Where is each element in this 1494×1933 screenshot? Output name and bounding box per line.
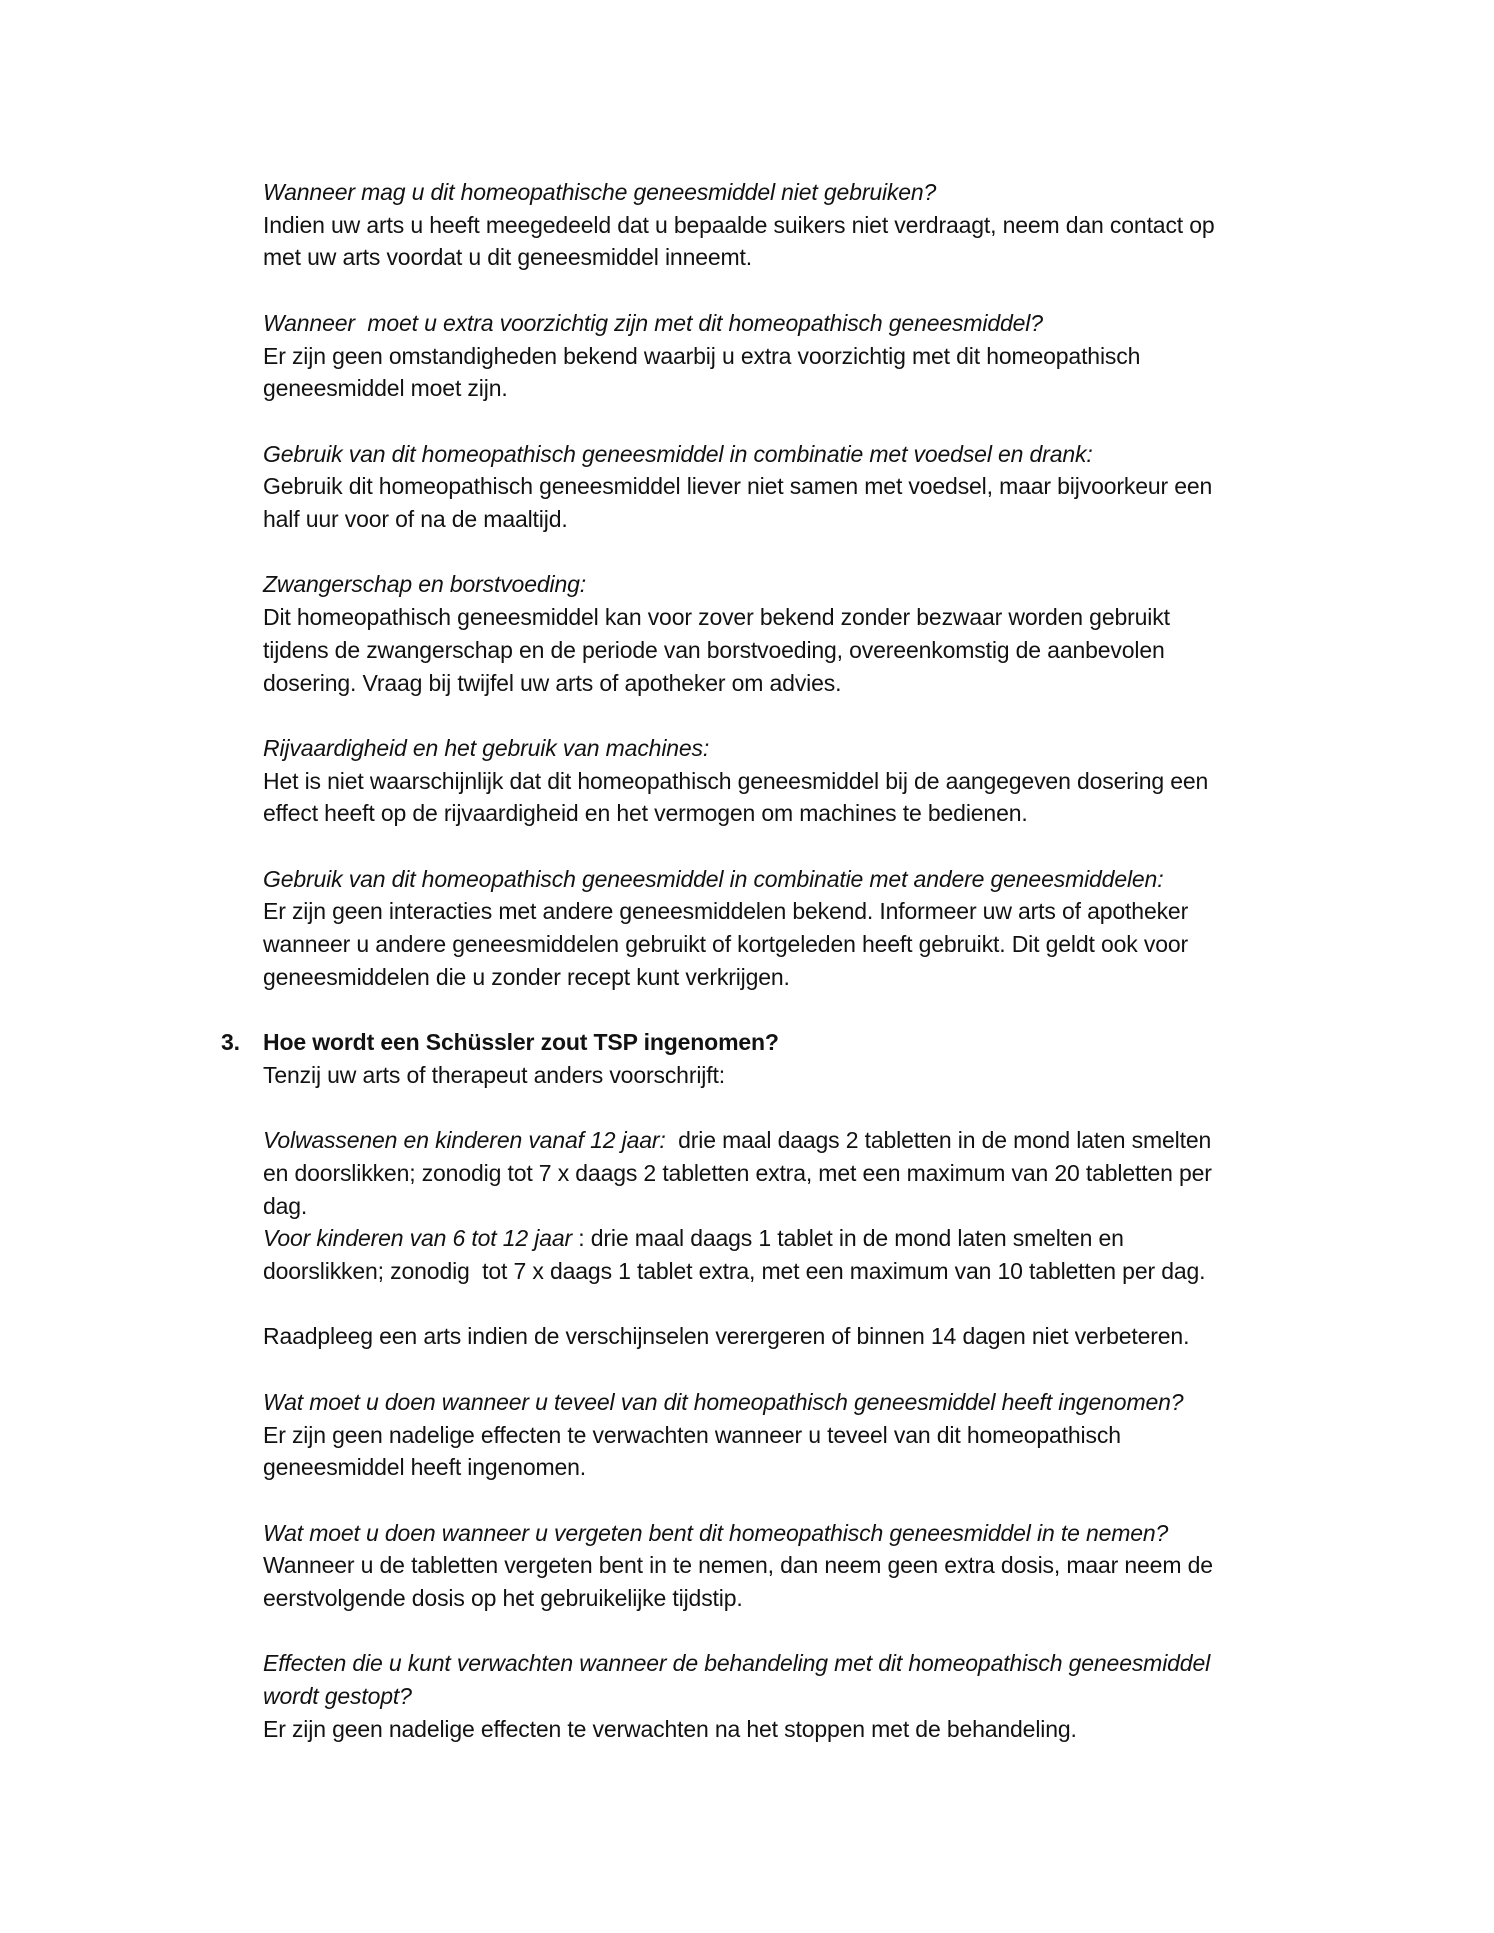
text-line	[263, 765, 1363, 798]
text-segment-italic: Wanneer moet u extra voorzichtig zijn met dit homeopathisch geneesmiddel?	[263, 309, 1043, 336]
text-line	[263, 797, 1363, 830]
text-line	[263, 307, 1363, 340]
paragraph-block	[263, 863, 1363, 994]
text-segment-normal: Tenzij uw arts of therapeut anders voorschrijft:	[263, 1061, 725, 1088]
text-segment-normal: en doorslikken; zonodig tot 7 x daags 2 tabletten extra, met een maximum van 20 tabletten per	[263, 1159, 1212, 1186]
numbered-section	[221, 1026, 1363, 1091]
text-segment-normal: Indien uw arts u heeft meegedeeld dat u bepaalde suikers niet verdraagt, neem dan contact op	[263, 211, 1215, 238]
text-line	[263, 209, 1363, 242]
text-line	[263, 1320, 1363, 1353]
text-line	[263, 1451, 1363, 1484]
text-line	[263, 1026, 1363, 1059]
text-segment-bold: Hoe wordt een Schüssler zout TSP ingenomen?	[263, 1029, 779, 1056]
paragraph-block	[263, 438, 1363, 536]
text-segment-italic: Effecten die u kunt verwachten wanneer de behandeling met dit homeopathisch geneesmiddel	[263, 1650, 1211, 1677]
text-line	[263, 1124, 1363, 1157]
text-line	[263, 470, 1363, 503]
paragraph-block	[263, 307, 1363, 405]
text-segment-normal: : drie maal daags 1 tablet in de mond laten smelten en	[572, 1225, 1124, 1252]
text-line	[263, 1517, 1363, 1550]
text-line	[263, 961, 1363, 994]
text-line	[263, 1549, 1363, 1582]
text-segment-normal: geneesmiddel heeft ingenomen.	[263, 1454, 586, 1481]
text-segment-normal: tijdens de zwangerschap en de periode van borstvoeding, overeenkomstig de aanbevolen	[263, 636, 1165, 663]
text-segment-italic: Wanneer mag u dit homeopathische geneesmiddel niet gebruiken?	[263, 179, 937, 205]
text-line	[263, 1255, 1363, 1288]
paragraph-block	[263, 1320, 1363, 1353]
paragraph-block	[263, 1124, 1363, 1288]
text-line	[263, 1647, 1363, 1680]
text-segment-normal: dosering. Vraag bij twijfel uw arts of apotheker om advies.	[263, 669, 842, 696]
paragraph-block	[263, 568, 1363, 699]
text-line	[263, 568, 1363, 601]
document-content	[221, 176, 1363, 1746]
text-line	[263, 1582, 1363, 1615]
text-segment-italic: Voor kinderen van 6 tot 12 jaar	[263, 1225, 573, 1252]
text-segment-normal: eerstvolgende dosis op het gebruikelijke tijdstip.	[263, 1585, 743, 1612]
text-segment-italic: Volwassenen en kinderen vanaf 12 jaar:	[263, 1127, 666, 1154]
text-segment-normal: met uw arts voordat u dit geneesmiddel inneemt.	[263, 244, 752, 271]
paragraph-block	[263, 1517, 1363, 1615]
text-line	[263, 1713, 1363, 1746]
paragraph-block	[263, 1386, 1363, 1484]
text-line	[263, 1222, 1363, 1255]
text-segment-normal: Raadpleeg een arts indien de verschijnselen verergeren of binnen 14 dagen niet verbeteren.	[263, 1323, 1190, 1350]
text-segment-normal: geneesmiddel moet zijn.	[263, 375, 508, 402]
text-segment-normal: half uur voor of na de maaltijd.	[263, 506, 568, 532]
text-line	[263, 732, 1363, 765]
text-line	[263, 634, 1363, 667]
text-segment-normal: geneesmiddelen die u zonder recept kunt verkrijgen.	[263, 963, 790, 990]
text-line	[263, 1419, 1363, 1452]
text-line	[263, 1190, 1363, 1223]
text-segment-italic: wordt gestopt?	[263, 1683, 412, 1710]
text-segment-normal: wanneer u andere geneesmiddelen gebruikt of kortgeleden heeft gebruikt. Dit geldt ook voor	[263, 931, 1188, 958]
text-segment-italic: Wat moet u doen wanneer u vergeten bent dit homeopathisch geneesmiddel in te nemen?	[263, 1519, 1169, 1546]
text-line	[263, 1386, 1363, 1419]
text-segment-italic: Wat moet u doen wanneer u teveel van dit homeopathisch geneesmiddel heeft ingenomen?	[263, 1388, 1184, 1415]
text-segment-normal: Gebruik dit homeopathisch geneesmiddel liever niet samen met voedsel, maar bijvoorkeur een	[263, 473, 1213, 500]
text-line	[263, 438, 1363, 471]
text-line	[263, 340, 1363, 373]
text-line	[263, 1059, 1363, 1092]
paragraph-block	[263, 732, 1363, 830]
paragraph-block	[263, 1647, 1363, 1745]
text-segment-normal: Er zijn geen omstandigheden bekend waarbij u extra voorzichtig met dit homeopathisch	[263, 342, 1141, 369]
text-segment-normal: Wanneer u de tabletten vergeten bent in te nemen, dan neem geen extra dosis, maar neem de	[263, 1552, 1213, 1579]
text-segment-normal: dag.	[263, 1192, 308, 1219]
text-line	[263, 1680, 1363, 1713]
text-segment-italic: Gebruik van dit homeopathisch geneesmiddel in combinatie met voedsel en drank:	[263, 440, 1093, 467]
text-segment-italic: Gebruik van dit homeopathisch geneesmiddel in combinatie met andere geneesmiddelen:	[263, 865, 1164, 892]
text-segment-normal: Er zijn geen nadelige effecten te verwachten wanneer u teveel van dit homeopathisch	[263, 1421, 1121, 1448]
text-line	[263, 241, 1363, 274]
text-segment-normal: Er zijn geen nadelige effecten te verwachten na het stoppen met de behandeling.	[263, 1715, 1077, 1742]
text-segment-normal: Dit homeopathisch geneesmiddel kan voor zover bekend zonder bezwaar worden gebruikt	[263, 604, 1170, 631]
text-line	[263, 863, 1363, 896]
text-line	[263, 176, 1363, 209]
text-line	[263, 372, 1363, 405]
text-line	[263, 667, 1363, 700]
text-line	[263, 601, 1363, 634]
text-line	[263, 503, 1363, 536]
text-segment-normal: doorslikken; zonodig tot 7 x daags 1 tablet extra, met een maximum van 10 tabletten per dag.	[263, 1258, 1206, 1285]
list-number: 3.	[221, 1029, 240, 1056]
text-line	[263, 895, 1363, 928]
text-segment-italic: Rijvaardigheid en het gebruik van machines:	[263, 734, 710, 761]
text-line	[263, 928, 1363, 961]
text-segment-normal: Het is niet waarschijnlijk dat dit homeopathisch geneesmiddel bij de aangegeven dosering een	[263, 767, 1209, 794]
text-segment-normal: effect heeft op de rijvaardigheid en het vermogen om machines te bedienen.	[263, 800, 1028, 827]
text-line	[263, 1157, 1363, 1190]
text-segment-normal: drie maal daags 2 tabletten in de mond laten smelten	[665, 1127, 1212, 1154]
text-segment-italic: Zwangerschap en borstvoeding:	[263, 571, 586, 598]
text-segment-normal: Er zijn geen interacties met andere geneesmiddelen bekend. Informeer uw arts of apotheker	[263, 898, 1189, 925]
paragraph-block	[263, 176, 1363, 274]
